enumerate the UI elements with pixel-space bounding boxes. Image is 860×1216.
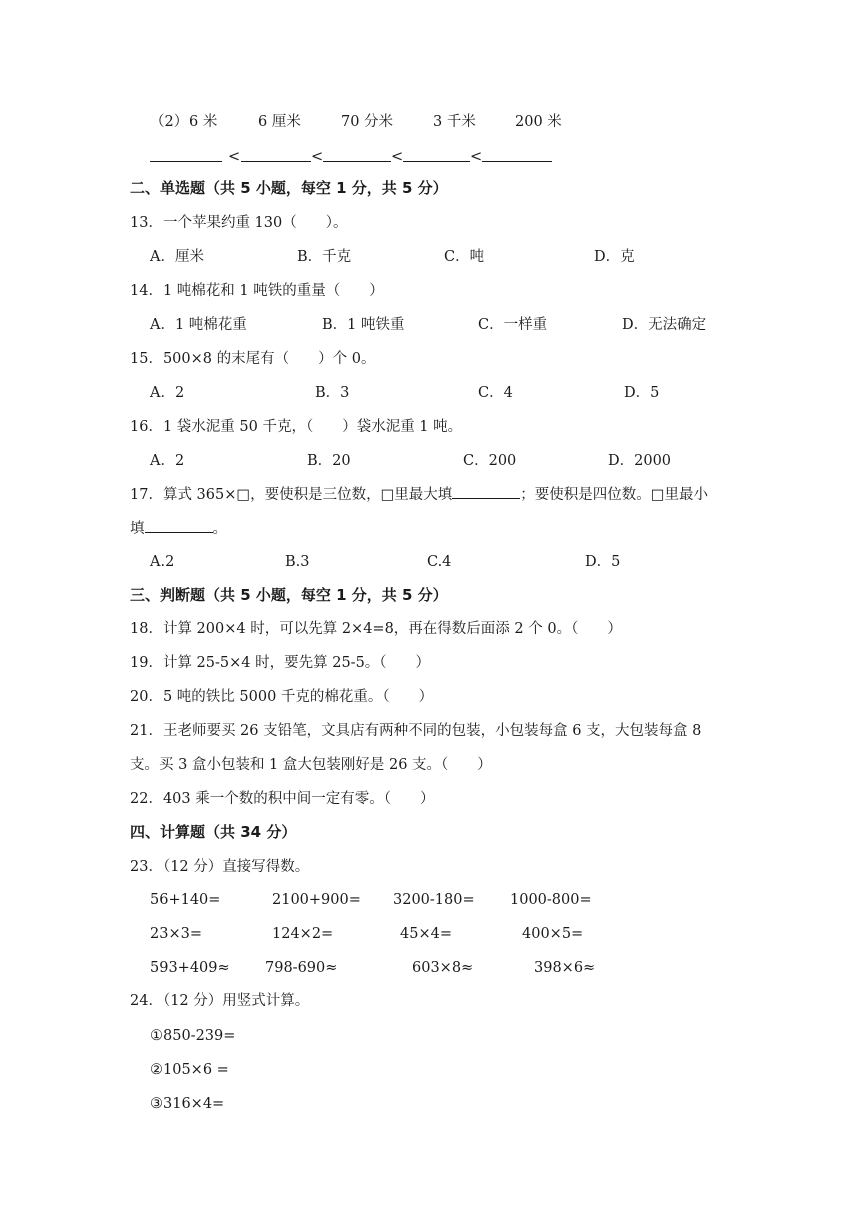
option-c[interactable]: C．200	[463, 453, 517, 469]
answer-blank[interactable]	[403, 147, 470, 162]
question-24-stem: 24．（12 分）用竖式计算。	[130, 993, 310, 1009]
question-stem: 15．500×8 的末尾有（ ）个 0。	[130, 351, 376, 367]
question-stem: 16．1 袋水泥重 50 千克，（ ）袋水泥重 1 吨。	[130, 419, 463, 435]
option-d[interactable]: D．克	[594, 249, 635, 265]
q12-part2-label: （2）	[150, 114, 189, 130]
option-c[interactable]: C.4	[427, 554, 452, 570]
option-a[interactable]: A．1 吨棉花重	[150, 317, 247, 333]
q12-item: 70 分米	[341, 114, 394, 130]
q17-text-part3: 填	[130, 521, 145, 537]
answer-blank[interactable]	[482, 147, 552, 162]
section-heading-calculation: 四、计算题（共 34 分）	[130, 823, 297, 841]
q12-item: 200 米	[515, 114, 562, 130]
vertical-calc-item: ③316×4=	[150, 1096, 225, 1112]
calc-item: 124×2=	[272, 926, 334, 942]
calc-item: 23×3=	[150, 926, 202, 942]
section-heading-true-false: 三、判断题（共 5 小题，每空 1 分，共 5 分）	[130, 586, 448, 604]
answer-blank[interactable]	[145, 518, 213, 533]
answer-blank[interactable]	[452, 484, 520, 499]
option-c[interactable]: C．4	[478, 385, 513, 401]
option-a[interactable]: A．2	[150, 453, 185, 469]
less-than-sign: <	[391, 149, 404, 165]
option-b[interactable]: B.3	[285, 554, 310, 570]
option-c[interactable]: C．一样重	[478, 317, 548, 333]
calc-item: 593+409≈	[150, 960, 230, 976]
q12-item: 3 千米	[433, 114, 476, 130]
option-d[interactable]: D．5	[624, 385, 660, 401]
answer-blank[interactable]	[150, 147, 222, 162]
question-21-line1: 21．王老师要买 26 支铅笔，文具店有两种不同的包装，小包装每盒 6 支，大包装每盒 8	[130, 723, 702, 739]
calc-item: 2100+900=	[272, 892, 361, 908]
option-a[interactable]: A．2	[150, 385, 185, 401]
option-b[interactable]: B．3	[315, 385, 350, 401]
calc-item: 400×5=	[522, 926, 584, 942]
question-stem: 13．一个苹果约重 130（ ）。	[130, 215, 348, 231]
option-d[interactable]: D．无法确定	[622, 317, 707, 333]
calc-item: 398×6≈	[534, 960, 596, 976]
q12-item: 6 厘米	[258, 114, 301, 130]
question-20: 20．5 吨的铁比 5000 千克的棉花重。（ ）	[130, 689, 434, 705]
question-19: 19．计算 25-5×4 时，要先算 25-5。（ ）	[130, 655, 431, 671]
section-heading-single-choice: 二、单选题（共 5 小题，每空 1 分，共 5 分）	[130, 179, 448, 197]
calc-item: 798-690≈	[265, 960, 338, 976]
q17-text-part2: ；要使积是四位数。□里最小	[520, 487, 708, 503]
option-b[interactable]: B．千克	[297, 249, 352, 265]
calc-item: 603×8≈	[412, 960, 474, 976]
question-stem: 14．1 吨棉花和 1 吨铁的重量（ ）	[130, 283, 384, 299]
question-22: 22．403 乘一个数的积中间一定有零。（ ）	[130, 791, 435, 807]
calc-item: 45×4=	[400, 926, 452, 942]
answer-blank[interactable]	[323, 147, 391, 162]
option-a[interactable]: A．厘米	[150, 249, 204, 265]
less-than-sign: <	[470, 149, 483, 165]
q17-line1	[130, 484, 708, 505]
q17-line2	[130, 518, 227, 539]
vertical-calc-item: ①850-239=	[150, 1028, 236, 1044]
q12-item: 6 米	[189, 114, 218, 130]
option-b[interactable]: B．1 吨铁重	[322, 317, 405, 333]
less-than-sign: <	[228, 149, 241, 165]
question-23-stem: 23．（12 分）直接写得数。	[130, 859, 310, 875]
question-21-line2: 支。买 3 盒小包装和 1 盒大包装刚好是 26 支。（ ）	[130, 757, 492, 773]
q17-text-part1: 17．算式 365×□，要使积是三位数，□里最大填	[130, 487, 453, 503]
calc-item: 56+140=	[150, 892, 221, 908]
q17-text-part4: 。	[212, 521, 227, 537]
calc-item: 3200-180=	[393, 892, 475, 908]
option-b[interactable]: B．20	[307, 453, 351, 469]
option-c[interactable]: C．吨	[444, 249, 485, 265]
calc-item: 1000-800=	[510, 892, 592, 908]
option-d[interactable]: D．2000	[608, 453, 672, 469]
question-18: 18．计算 200×4 时，可以先算 2×4=8，再在得数后面添 2 个 0。（ ）	[130, 621, 622, 637]
option-a[interactable]: A.2	[150, 554, 175, 570]
vertical-calc-item: ②105×6 =	[150, 1062, 229, 1078]
less-than-sign: <	[311, 149, 324, 165]
answer-blank[interactable]	[241, 147, 311, 162]
option-d[interactable]: D．5	[585, 554, 621, 570]
